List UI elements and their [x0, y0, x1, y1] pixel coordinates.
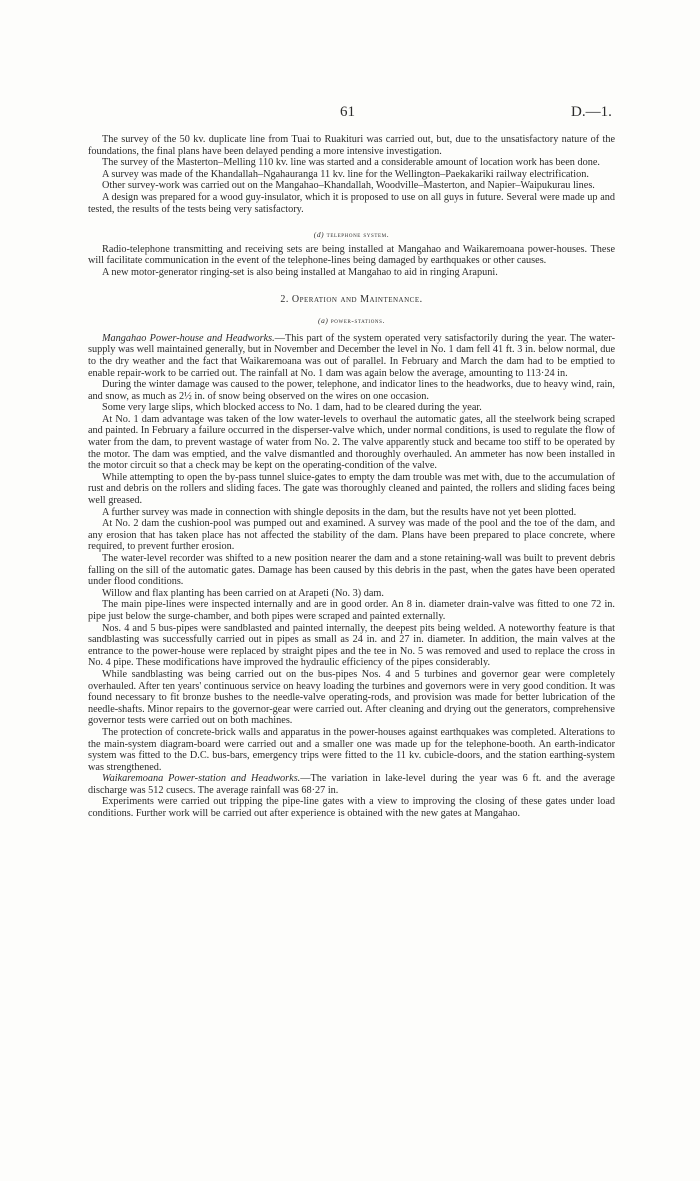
paragraph: Nos. 4 and 5 bus-pipes were sandblasted and painted internally, the deepest pits being welded. A noteworthy feature is that sandblasting was successfully carried out in pipes as small as 24 in. and 27 in. diameter. In addition, the main valves at the entrance to the power-house were replaced by straight pipes and the tee in No. 5 was removed and used to replace the cross in No. 4 pipe. These modifications have improved the hydraulic efficiency of the pipes considerably. [88, 622, 615, 669]
section-title: telephone system. [326, 230, 390, 240]
paragraph: The survey of the Masterton–Melling 110 kv. line was started and a considerable amount of location work has been done. [102, 157, 600, 169]
paragraph: During the winter damage was caused to the power, telephone, and indicator lines to the headworks, due to heavy wind, rain, and snow, as much as 2½ in. of snow being observed on the wires on one occasion. [88, 379, 615, 402]
paragraph: The protection of concrete-brick walls and apparatus in the power-houses against earthquakes was completed. Alterations to the main-system diagram-board were carried out and a smaller one was made up for the telephone-booth. An earth-indicator system was fitted to the D.C. bus-bars, emergency trips were fitted to the 11 kv. cubicle-doors, and the station earthing-system was strengthened. [88, 726, 615, 773]
paragraph: The main pipe-lines were inspected internally and are in good order. An 8 in. diameter drain-valve was fitted to one 72 in. pipe just below the surge-chamber, and both pipes were scraped and painted externally. [88, 599, 615, 622]
paragraph [88, 773, 615, 796]
paragraph: Some very large slips, which blocked access to No. 1 dam, had to be cleared during the year. [102, 402, 482, 414]
paragraph: While sandblasting was being carried out on the bus-pipes Nos. 4 and 5 turbines and governor gear were completely overhauled. After ten years' continuous service on heavy loading the turbines and governors were in very good condition. It was found necessary to fit bronze bushes to the needle-valve operating-rods, and provision was made for better lubrication of the needle-shafts. Minor repairs to the governor-gear were carried out. After cleaning and drying out the generators, comprehensive governor tests were carried out on both machines. [88, 668, 615, 727]
page-number: 61 [340, 104, 355, 120]
section-heading-telephone [88, 229, 615, 241]
paragraph: At No. 2 dam the cushion-pool was pumped out and examined. A survey was made of the pool and the toe of the dam, and any erosion that has taken place has not affected the stability of the dam. Plans have been prepared to place concrete, where required, to prevent further erosion. [88, 518, 615, 553]
paragraph-text: —This part of the system operated very satisfactorily during the year. The water-supply was well maintained generally, but in November and December the level in No. 1 dam fell 41 ft. 3 in. below normal, due to the dry weather and the fact that Waikaremoana was out of parallel. In February and March the dam had to be emptied to enable repair-work to be carried out. The rainfall at No. 1 dam was again below the average, amounting to 113·24 in. [88, 332, 615, 379]
paragraph-lead: Mangahao Power-house and Headworks. [102, 332, 275, 344]
section-title: power-stations. [330, 316, 385, 326]
section-heading-operation: 2. Operation and Maintenance. [280, 293, 423, 305]
paragraph: At No. 1 dam advantage was taken of the low water-levels to overhaul the automatic gates, all the steelwork being scraped and painted. In February a failure occurred in the disperser-valve which, under normal conditions, is used to regulate the flow of water from the dam, to prevent wastage of water from No. 2. The valve apparently stuck and became too stiff to be operated by the motor. The dam was emptied, and the valve dismantled and thoroughly overhauled. An ammeter has now been installed in the motor circuit so that a check may be kept on the operating-condition of the valve. [88, 413, 615, 472]
paragraph: A further survey was made in connection with shingle deposits in the dam, but the results have not yet been plotted. [102, 506, 577, 518]
document-body [88, 134, 615, 820]
paragraph: A survey was made of the Khandallah–Ngahauranga 11 kv. line for the Wellington–Paekakariki railway electrification. [102, 168, 589, 180]
paragraph [88, 333, 615, 379]
paragraph: Radio-telephone transmitting and receiving sets are being installed at Mangahao and Waikaremoana power-houses. These will facilitate communication in the event of the telephone-lines being damaged by earthquakes or other causes. [88, 243, 615, 267]
paragraph-text: —The variation in lake-level during the year was 6 ft. and the average discharge was 512 cusecs. The average rainfall was 68·27 in. [88, 773, 615, 796]
paragraph: Experiments were carried out tripping the pipe-line gates with a view to improving the closing of these gates under load conditions. Further work will be carried out after experience is obtained with the new gates at Mangahao. [88, 796, 615, 820]
section-label: (d) [313, 230, 325, 240]
document-reference: D.—1. [571, 104, 612, 120]
paragraph-lead: Waikaremoana Power-station and Headworks. [102, 773, 301, 785]
section-heading-power-stations [88, 315, 615, 327]
paragraph: Willow and flax planting has been carried on at Arapeti (No. 3) dam. [102, 587, 384, 599]
section-label: (a) [318, 316, 329, 326]
paragraph: The survey of the 50 kv. duplicate line from Tuai to Ruakituri was carried out, but, due to the unsatisfactory nature of the foundations, the final plans have been delayed pending a more intensive investigation. [88, 134, 615, 157]
paragraph: While attempting to open the by-pass tunnel sluice-gates to empty the dam trouble was met with, due to the accumulation of rust and debris on the rollers and sliding faces. The gate was thoroughly cleaned and painted, the rollers and sliding faces being well greased. [88, 471, 615, 507]
paragraph: A design was prepared for a wood guy-insulator, which it is proposed to use on all guys in future. Several were made up and tested, the results of the tests being very satisfactory. [88, 191, 615, 215]
paragraph: Other survey-work was carried out on the Mangahao–Khandallah, Woodville–Masterton, and Napier–Waipukurau lines. [102, 180, 595, 192]
paragraph: A new motor-generator ringing-set is also being installed at Mangahao to aid in ringing Arapuni. [102, 266, 498, 278]
paragraph: The water-level recorder was shifted to a new position nearer the dam and a stone retaining-wall was built to prevent debris falling on the sill of the automatic gates. Damage has been caused by this debris in the past, when the gates have been operated under flood conditions. [88, 553, 615, 588]
